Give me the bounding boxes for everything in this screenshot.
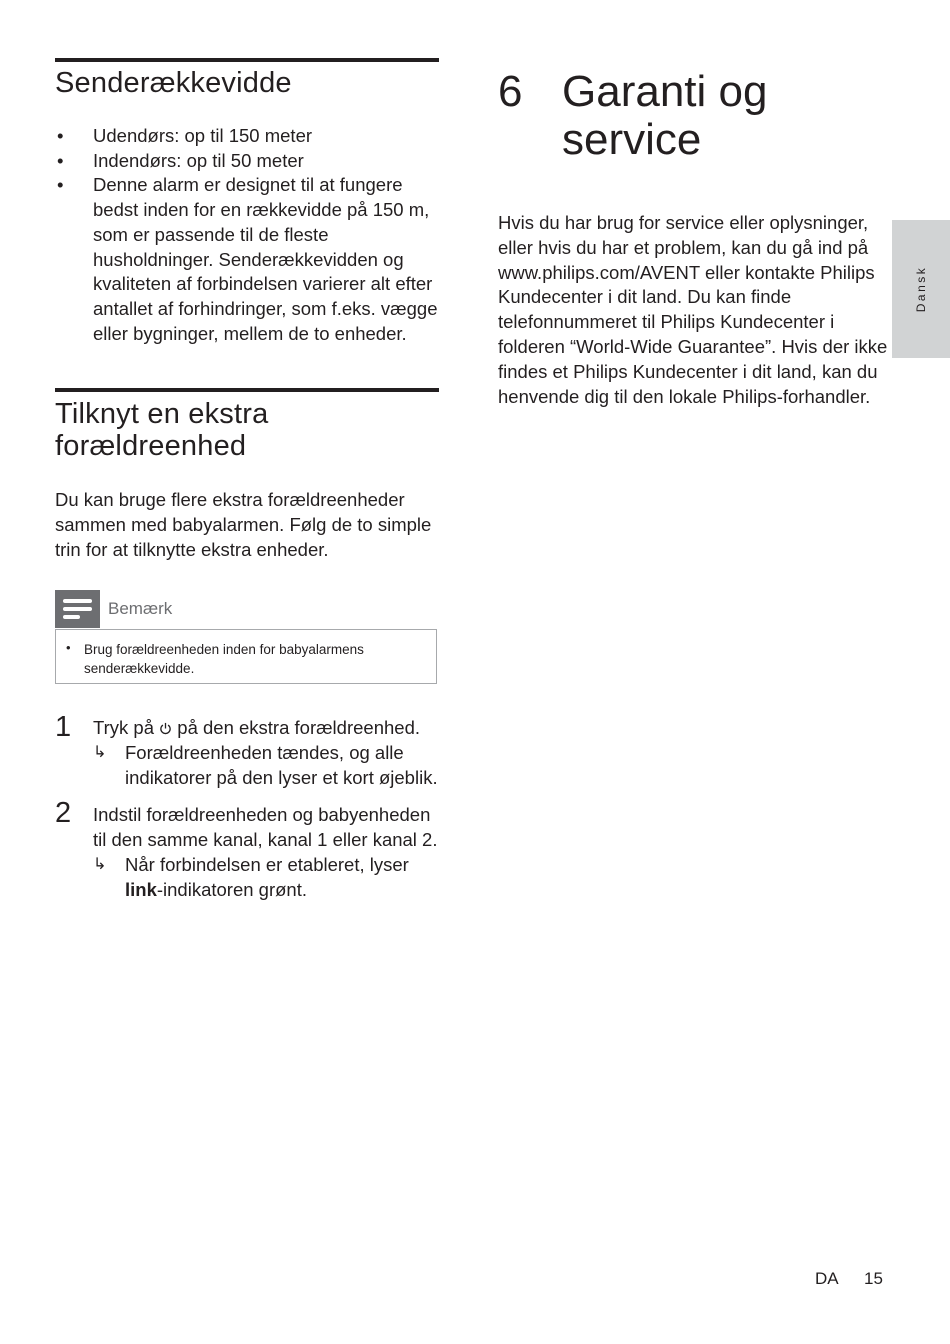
note-text: Brug forældreenheden inden for babyalarmens senderækkevidde. — [84, 642, 364, 676]
chapter-title: Garanti og service — [562, 67, 768, 164]
list-item: • Indendørs: op til 50 meter — [57, 149, 304, 171]
result-arrow-icon: ↳ — [93, 744, 107, 761]
chapter-number: 6 — [498, 67, 523, 116]
service-paragraph: Hvis du har brug for service eller oplysninger, eller hvis du har et problem, kan du gå ind på www.philips.com/AVENT eller kontakte Philips Kundecenter i dit land. Du kan finde telefonnummeret til Philips Kundecenter i folderen “World-Wide Guarantee”. Hvis der ikke findes et Philips Kundecenter i dit land, kan du henvende dig til den lokale Philips-forhandler. — [498, 212, 888, 407]
footer-language-code: DA — [815, 1269, 839, 1288]
language-tab-label: Dansk — [914, 265, 928, 313]
step-number: 2 — [55, 797, 72, 829]
language-tab — [892, 220, 950, 358]
step-text: Indstil forældreenheden og babyenheden til den samme kanal, kanal 1 eller kanal 2. — [93, 804, 438, 850]
section-heading-senderaekkevidde: Senderækkevidde — [55, 67, 292, 99]
note-icon — [55, 590, 100, 628]
section-rule-tilknyt — [55, 388, 439, 392]
note-label: Bemærk — [108, 599, 173, 618]
link-indicator-label: link — [125, 878, 157, 900]
tilknyt-intro-paragraph: Du kan bruge flere ekstra forældreenheder sammen med babyalarmen. Følg de to simple trin for at tilknytte ekstra enheder. — [55, 489, 432, 560]
section-heading-tilknyt: Tilknyt en ekstra forældreenhed — [55, 398, 269, 462]
note-header — [55, 590, 439, 628]
list-item: • Udendørs: op til 150 meter — [57, 125, 313, 146]
note-box: • Brug forældreenheden inden for babyalarmens senderækkevidde. — [55, 629, 437, 684]
step-result-text: Når forbindelsen er etableret, lyser link-indikatoren grønt. — [125, 854, 409, 900]
power-icon — [159, 722, 172, 735]
step-result-text: Forældreenheden tændes, og alle indikatorer på den lyser et kort øjeblik. — [125, 742, 438, 788]
step-number: 1 — [55, 711, 72, 743]
range-bullet-list — [55, 124, 445, 346]
step-text: Tryk på på den ekstra forældreenhed. — [93, 717, 420, 738]
result-arrow-icon: ↳ — [93, 856, 107, 873]
section-rule-senderaekkevidde — [55, 58, 439, 62]
list-item: • Denne alarm er designet til at fungere bedst inden for en rækkevidde på 150 m, som er passende til de fleste husholdninger. Senderækkevidden og kvaliteten af forbindelsen varierer alt efter antallet af forhindringer, som f.eks. vægge eller bygninger, mellem de to enheder. — [57, 174, 438, 344]
page-number: 15 — [864, 1269, 883, 1288]
